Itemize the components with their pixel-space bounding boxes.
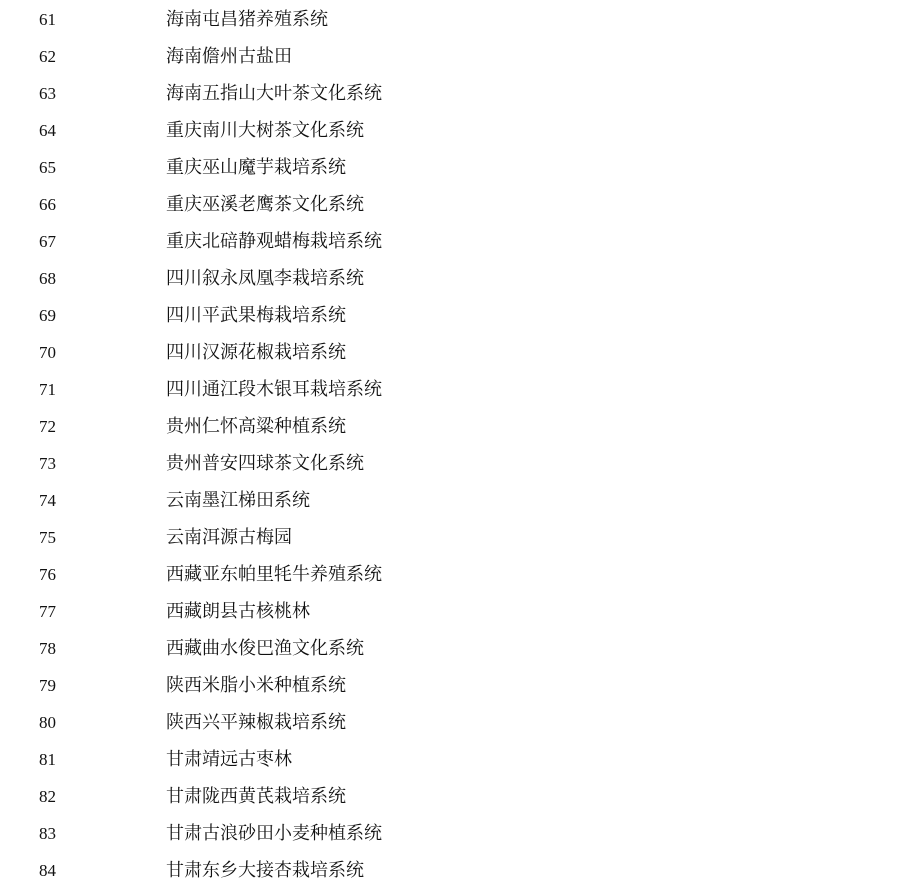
item-name: 西藏曲水俊巴渔文化系统 [166,638,364,659]
item-name: 海南五指山大叶茶文化系统 [166,83,382,104]
item-name: 甘肃靖远古枣林 [166,749,292,770]
item-name: 四川通江段木银耳栽培系统 [166,379,382,400]
item-name: 四川叙永凤凰李栽培系统 [166,268,364,289]
item-number: 61 [39,10,56,29]
list-item [0,39,924,76]
item-name: 重庆南川大树茶文化系统 [166,120,364,141]
list-item [0,816,924,853]
item-name: 贵州普安四球茶文化系统 [166,453,364,474]
item-number: 83 [39,824,56,843]
item-number: 63 [39,84,56,103]
item-number: 70 [39,343,56,362]
list-item [0,187,924,224]
item-name: 陕西兴平辣椒栽培系统 [166,712,346,733]
item-number: 65 [39,158,56,177]
list-item [0,409,924,446]
item-number: 66 [39,195,56,214]
list-item [0,298,924,335]
list-item [0,594,924,631]
list-item [0,742,924,779]
list-item [0,705,924,742]
item-name: 海南屯昌猪养殖系统 [166,9,328,30]
item-number: 76 [39,565,56,584]
list-item [0,113,924,150]
list-item [0,335,924,372]
item-name: 海南儋州古盐田 [166,46,292,67]
item-name: 重庆北碚静观蜡梅栽培系统 [166,231,382,252]
item-number: 79 [39,676,56,695]
item-number: 77 [39,602,56,621]
list-item [0,520,924,557]
list-item [0,853,924,890]
item-number: 68 [39,269,56,288]
item-number: 73 [39,454,56,473]
item-name: 云南墨江梯田系统 [166,490,310,511]
item-name: 四川平武果梅栽培系统 [166,305,346,326]
item-name: 贵州仁怀高粱种植系统 [166,416,346,437]
item-name: 甘肃陇西黄芪栽培系统 [166,786,346,807]
item-name: 甘肃古浪砂田小麦种植系统 [166,823,382,844]
list-item [0,150,924,187]
list-item [0,372,924,409]
list-item [0,76,924,113]
item-name: 甘肃东乡大接杏栽培系统 [166,860,364,881]
item-name: 四川汉源花椒栽培系统 [166,342,346,363]
item-number: 81 [39,750,56,769]
list-item [0,668,924,705]
item-number: 71 [39,380,56,399]
list-item [0,446,924,483]
item-number: 74 [39,491,56,510]
item-number: 84 [39,861,56,880]
list-item [0,261,924,298]
item-number: 75 [39,528,56,547]
item-number: 67 [39,232,56,251]
item-name: 陕西米脂小米种植系统 [166,675,346,696]
item-name: 重庆巫溪老鹰茶文化系统 [166,194,364,215]
item-number: 80 [39,713,56,732]
list-item [0,557,924,594]
item-number: 82 [39,787,56,806]
heritage-list [0,2,924,890]
item-number: 69 [39,306,56,325]
item-name: 西藏亚东帕里牦牛养殖系统 [166,564,382,585]
item-number: 64 [39,121,56,140]
item-number: 72 [39,417,56,436]
list-item [0,224,924,261]
item-number: 62 [39,47,56,66]
item-name: 云南洱源古梅园 [166,527,292,548]
list-item [0,483,924,520]
list-item [0,631,924,668]
item-name: 西藏朗县古核桃林 [166,601,310,622]
item-number: 78 [39,639,56,658]
list-item [0,779,924,816]
list-item [0,2,924,39]
item-name: 重庆巫山魔芋栽培系统 [166,157,346,178]
